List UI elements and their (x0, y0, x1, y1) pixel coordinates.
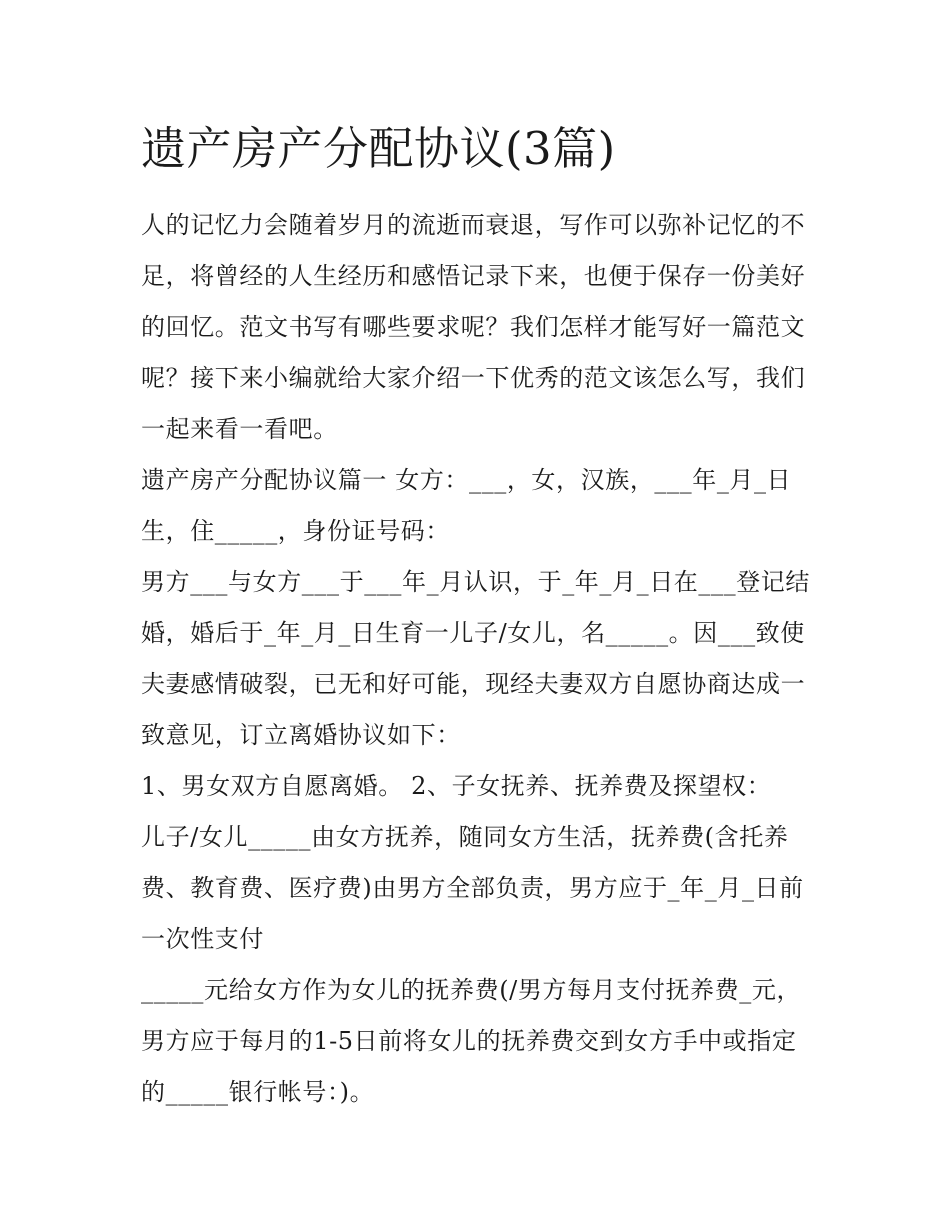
clause-list-paragraph: 1、男女双方自愿离婚。 2、子女抚养、抚养费及探望权： (141, 772, 772, 800)
intro-paragraph: 人的记忆力会随着岁月的流逝而衰退，写作可以弥补记忆的不足，将曾经的人生经历和感悟记录下来，也便于保存一份美好的回忆。范文书写有哪些要求呢？我们怎样才能写好一篇范文呢？接下来小编就给大家介绍一下优秀的范文该怎么写，我们一起来看一看吧。 (141, 211, 806, 443)
support-payment-paragraph: _____元给女方作为女儿的抚养费(/男方每月支付抚养费_元，男方应于每月的1-5日前将女儿的抚养费交到女方手中或指定的_____银行帐号：)。 (141, 976, 802, 1106)
marriage-background-paragraph: 男方___与女方___于___年_月认识，于_年_月_日在___登记结婚，婚后于_年_月_日生育一儿子/女儿，名_____。因___致使夫妻感情破裂，已无和好可能，现经夫妻双方自愿协商达成一致意见，订立离婚协议如下： (141, 568, 810, 749)
custody-paragraph: 儿子/女儿_____由女方抚养，随同女方生活，抚养费(含托养费、教育费、医疗费)由男方全部负责，男方应于_年_月_日前一次性支付 (141, 823, 804, 953)
agreement-header-paragraph: 遗产房产分配协议篇一 女方：___，女，汉族，___年_月_日生，住_____，身份证号码： (141, 466, 792, 545)
page-title: 遗产房产分配协议(3篇) (141, 122, 616, 175)
document-page (141, 118, 821, 1118)
